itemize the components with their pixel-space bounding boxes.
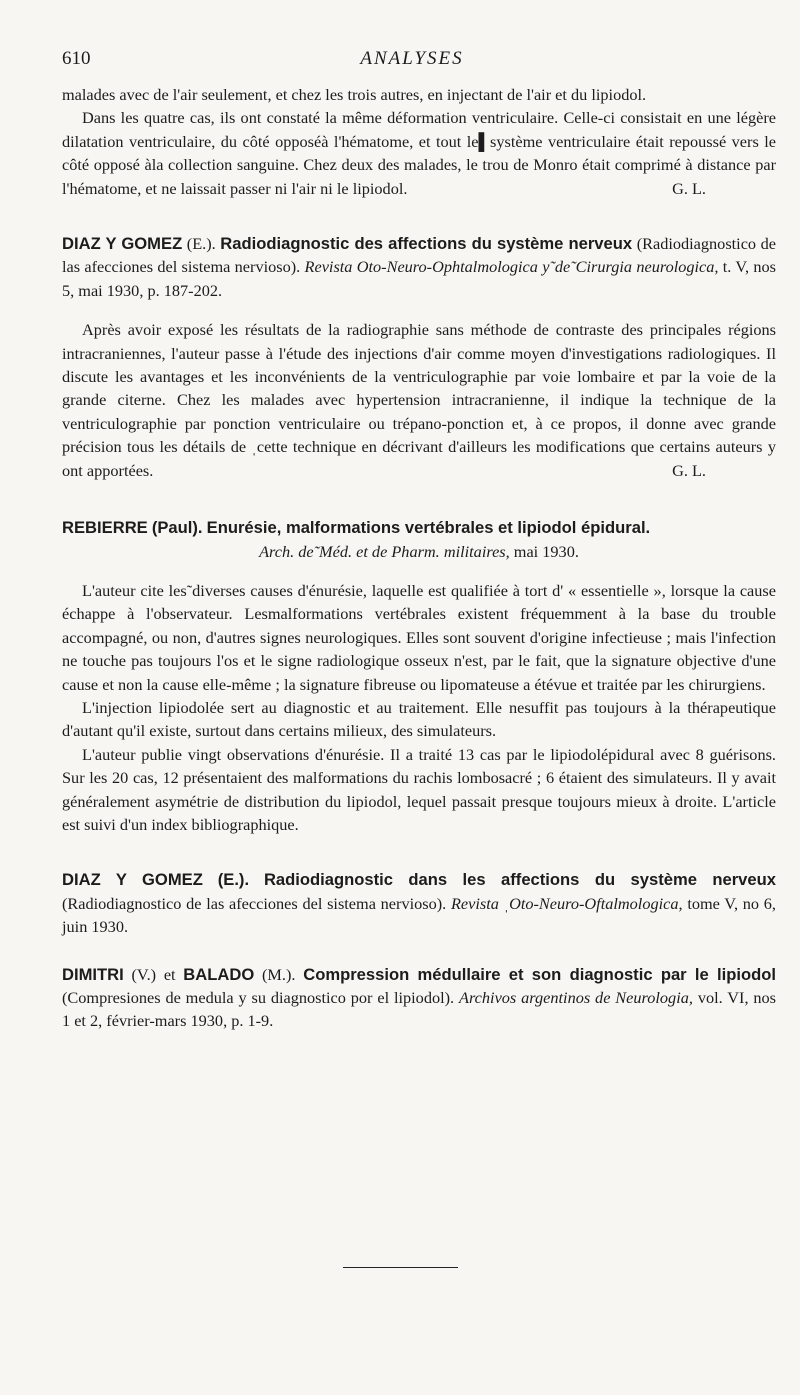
page-content xyxy=(62,83,776,1049)
entry-2-journal: Arch. de˜Méd. et de Pharm. militaires, xyxy=(259,541,510,561)
intro-paragraph-2 xyxy=(62,106,776,200)
intro-signature: G. L. xyxy=(672,178,706,198)
entry-2-paragraph-2: L'injection lipiodolée sert au diagnostic et au traitement. Elle nesuffit pas toujours à la thérapeutique d'autant qu'il existe, surtout dans certains milieux, des simulateurs. xyxy=(62,697,776,741)
entry-3-initial: (E.). xyxy=(217,870,250,890)
entry-4-author-2: BALADO xyxy=(183,964,255,984)
entry-4-ref-pre: (Compresiones de medula y su diagnostico por el lipiodol). xyxy=(62,988,455,1007)
entry-4-heading xyxy=(62,963,776,1033)
entry-1-body-text: Après avoir exposé les résultats de la radiographie sans méthode de contraste des principales régions intracraniennes, l'auteur passe à l'étude des injections d'air comme moyen d'investigations radiologiques. Il discute les avantages et les inconvénients de la ventriculographie par voie lombaire et par la voie de la grande citerne. Chez les malades avec hypertension intracranienne, il indique la technique de la ventriculographie par ponction ventriculaire ou trépano-ponction et, à ce propos, il donne avec grande précision tous les détails de ˌcette technique en décrivant d'ailleurs les modifications que certains auteurs y ont apportées. xyxy=(62,320,776,480)
entry-1-body xyxy=(62,318,776,482)
entry-2-authors: REBIERRE xyxy=(62,518,148,538)
entry-4-initial-2: (M.). xyxy=(262,964,296,984)
entry-2-paragraph-3: L'auteur publie vingt observations d'énurésie. Il a traité 13 cas par le lipiodolépidural avec 8 guérisons. Sur les 20 cas, 12 présentaient des malformations du rachis lombosacré ; 6 étaient des simulateurs. Il y avait généralement asymétrie de distribution du lipiodol, lequel passait presque toujours mieux à droite. L'article est suivi d'un index bibliographique. xyxy=(62,744,776,834)
entry-3-title: Radiodiagnostic dans les affections du système nerveux xyxy=(263,870,776,890)
entry-1-ref-post: t. V, nos 5, mai 1930, p. 187-202. xyxy=(62,257,777,300)
running-title: ANALYSES xyxy=(360,48,464,69)
entry-1-ref-pre: (Radiodiagnostico de las afecciones del sistema nervioso). xyxy=(62,234,776,277)
entry-1-initial: (E.). xyxy=(186,234,216,254)
entry-2-reference xyxy=(62,540,776,563)
section-divider xyxy=(343,1267,458,1268)
page-number: 610 xyxy=(62,48,91,69)
entry-2-title: Enurésie, malformations vertébrales et lipiodol épidural. xyxy=(206,518,651,538)
entry-3-ref-pre: (Radiodiagnostico de las afecciones del sistema nervioso). xyxy=(62,893,447,913)
entry-1-authors: DIAZ Y GOMEZ xyxy=(62,234,183,254)
entry-4-conjunction: et xyxy=(163,964,176,984)
entry-2-initial: (Paul). xyxy=(151,518,203,538)
entry-3-authors: DIAZ Y GOMEZ xyxy=(62,870,203,890)
entry-2-paragraph-1: L'auteur cite les˜diverses causes d'énurésie, laquelle est qualifiée à tort d' « essentielle », lorsque la cause échappe à l'observateur. Lesmalformations vertébrales existent fréquemment à la base du trouble accompagné, ou non, d'autres signes neurologiques. Elles sont souvent d'origine infectieuse ; mais l'infection ne touche pas toujours l'os et le signe radiologique osseux n'est, par le fait, que la signature objective d'une cause et non la cause elle-même ; la signature fibreuse ou lipomateuse a étévue et traitée par les chirurgiens. xyxy=(62,580,776,694)
entry-1-title: Radiodiagnostic des affections du système nerveux xyxy=(220,234,633,254)
entry-2-heading xyxy=(62,516,776,539)
intro-paragraph-1: malades avec de l'air seulement, et chez les trois autres, en injectant de l'air et du lipiodol. xyxy=(62,85,647,104)
intro-paragraph-2-text: Dans les quatre cas, ils ont constaté la même déformation ventriculaire. Celle-ci consistait en une légère dilatation ventriculaire, du côté opposéà l'hématome, et tout le▌système ventriculaire était repoussé vers le côté opposé àla collection sanguine. Chez deux des malades, le trou de Monro était comprimé à distance par l'hématome, et ne laissait passer ni l'air ni le lipiodol. xyxy=(62,108,776,198)
page-header xyxy=(62,48,762,72)
entry-4-initial-1: (V.) xyxy=(131,964,157,984)
entry-2-ref-post: mai 1930. xyxy=(513,541,579,561)
entry-3-heading xyxy=(62,868,776,938)
entry-4-title: Compression médullaire et son diagnostic par le lipiodol xyxy=(303,964,776,984)
entry-1-journal: Revista Oto-Neuro-Ophtalmologica y˜de˜Cirurgia neurologica, xyxy=(304,257,719,277)
entry-1-signature: G. L. xyxy=(672,460,706,480)
entry-1-heading xyxy=(62,232,776,302)
entry-3-journal: Revista ˌOto-Neuro-Oftalmologica, xyxy=(450,893,683,913)
entry-3-ref-post: tome V, no 6, juin 1930. xyxy=(62,893,777,937)
entry-4-journal: Archivos argentinos de Neurologia, xyxy=(459,988,693,1007)
entry-4-author-1: DIMITRI xyxy=(62,964,124,984)
entry-4-ref-post: vol. VI, nos 1 et 2, février-mars 1930, p. 1-9. xyxy=(62,988,777,1031)
